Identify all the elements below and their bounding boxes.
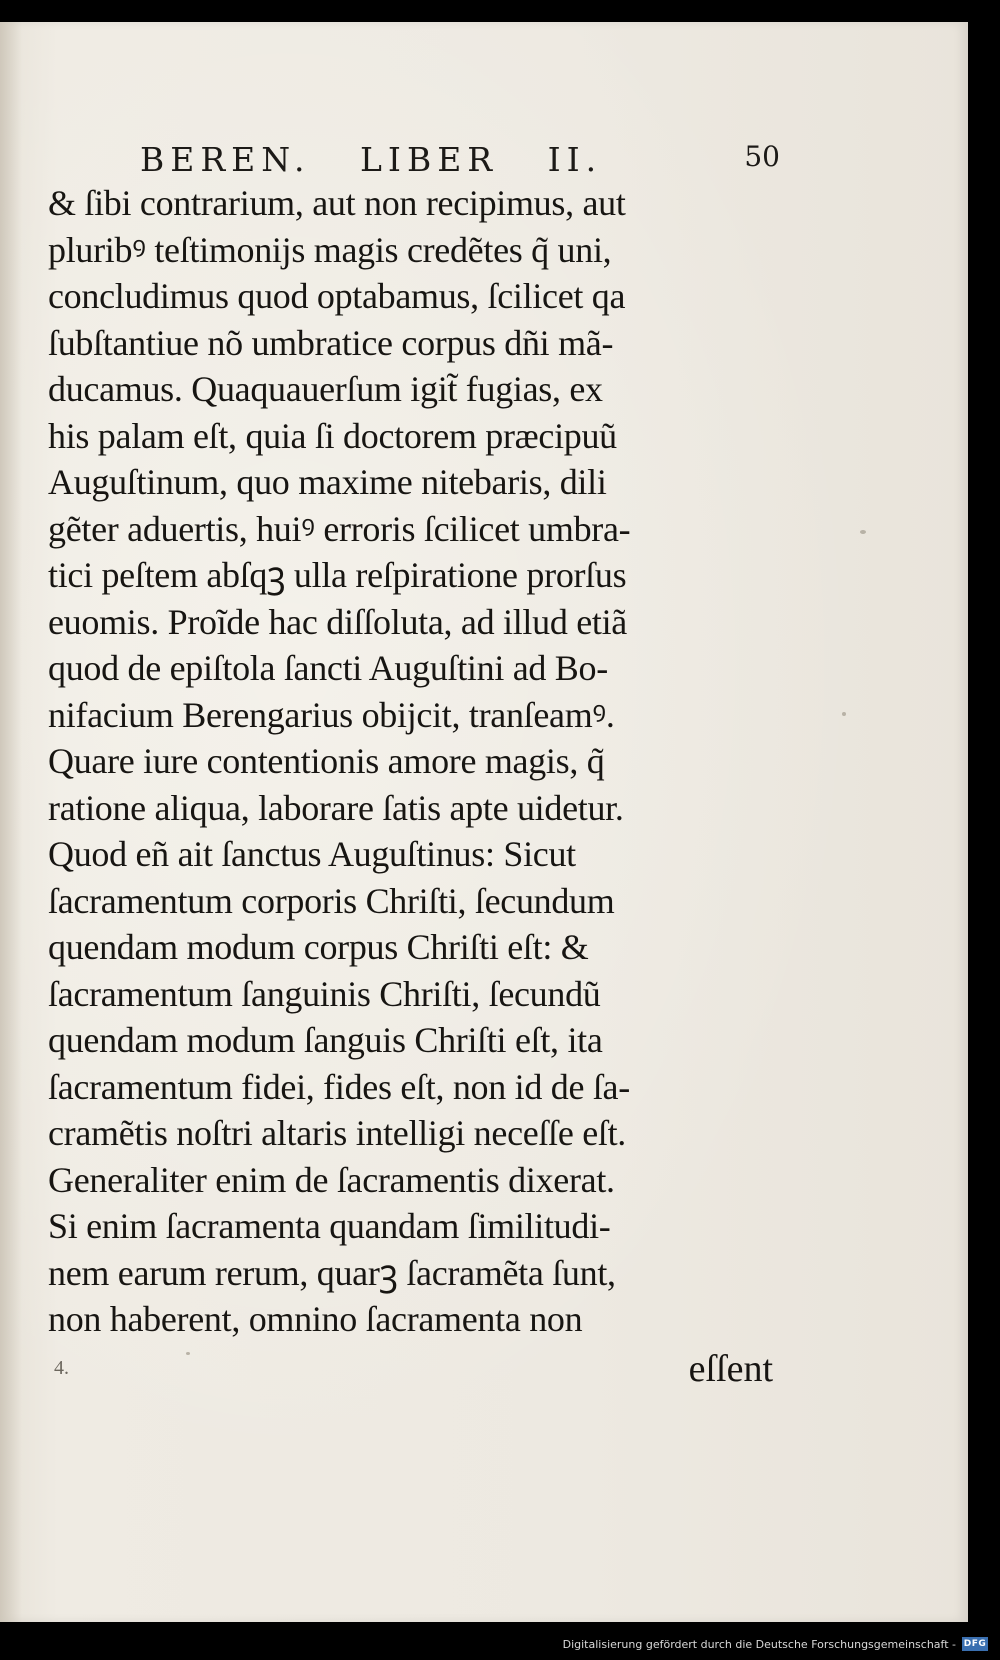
text-line: quendam modum corpus Chriſti eſt: & <box>48 927 589 967</box>
text-line: tici peſtem abſqꝫ ulla reſpiratione prorſus <box>48 555 627 595</box>
text-line: ſubſtantiue nõ umbratice corpus dñi mã- <box>48 322 614 363</box>
page-gutter-shadow <box>0 22 22 1622</box>
text-line: nifacium Berengarius obijcit, tranſeamꝰ. <box>48 694 615 735</box>
text-line: quendam modum ſanguis Chriſti eſt, ita <box>48 1020 603 1060</box>
text-line: ſacramentum fidei, fides eſt, non id de ſa- <box>48 1066 630 1107</box>
text-line: Auguſtinum, quo maxime nitebaris, dili <box>48 462 607 502</box>
text-block <box>48 180 773 1343</box>
text-line: Generaliter enim de ſacramentis dixerat. <box>48 1159 615 1200</box>
paper-speck <box>860 530 866 534</box>
running-head <box>140 140 780 180</box>
text-line: nem earum rerum, quarꝫ ſacramẽta ſunt, <box>48 1252 616 1293</box>
catchword: eſſent <box>688 1348 773 1390</box>
text-line: ſacramentum ſanguinis Chriſti, ſecundũ <box>48 973 601 1014</box>
text-line: his palam eſt, quia ſi doctorem præcipuũ <box>48 415 617 456</box>
text-line: ſacramentum corporis Chriſti, ſecundum <box>48 880 615 921</box>
book-page <box>0 22 968 1622</box>
catchword-row <box>48 1347 773 1397</box>
paper-speck <box>186 1352 190 1355</box>
text-line: pluribꝰ teſtimonijs magis credẽtes q̃ uni, <box>48 229 612 270</box>
dfg-logo-icon: DFG <box>963 1639 987 1649</box>
credit-text: Digitalisierung gefördert durch die Deutsche Forschungsgemeinschaft - <box>562 1637 956 1651</box>
text-line: & ſibi contrarium, aut non recipimus, aut <box>48 183 626 223</box>
text-line: cramẽtis noſtri altaris intelligi neceſſe eſt. <box>48 1113 626 1153</box>
digitization-credit <box>563 1632 988 1656</box>
text-line: ratione aliqua, laborare ſatis apte uidetur. <box>48 787 624 828</box>
text-line: gẽter aduertis, huiꝰ erroris ſcilicet umbra- <box>48 508 631 549</box>
text-line: concludimus quod optabamus, ſcilicet qa <box>48 276 626 316</box>
paper-speck <box>842 712 846 716</box>
running-head-title: BEREN. LIBER II. <box>140 140 603 179</box>
folio-number: 50 <box>744 140 780 173</box>
text-line: non haberent, omnino ſacramenta non <box>48 1299 583 1339</box>
text-line: ducamus. Quaquauerſum igit̃ fugias, ex <box>48 369 603 409</box>
text-line: Quod eñ ait ſanctus Auguſtinus: Sicut <box>48 834 576 874</box>
text-line: Si enim ſacramenta quandam ſimilitudi- <box>48 1206 611 1246</box>
text-line: euomis. Proĩde hac diſſoluta, ad illud etiã <box>48 601 627 642</box>
signature-mark: 4. <box>54 1357 69 1379</box>
text-line: quod de epiſtola ſancti Auguſtini ad Bo- <box>48 648 608 688</box>
text-line: Quare iure contentionis amore magis, q̃ <box>48 741 605 781</box>
